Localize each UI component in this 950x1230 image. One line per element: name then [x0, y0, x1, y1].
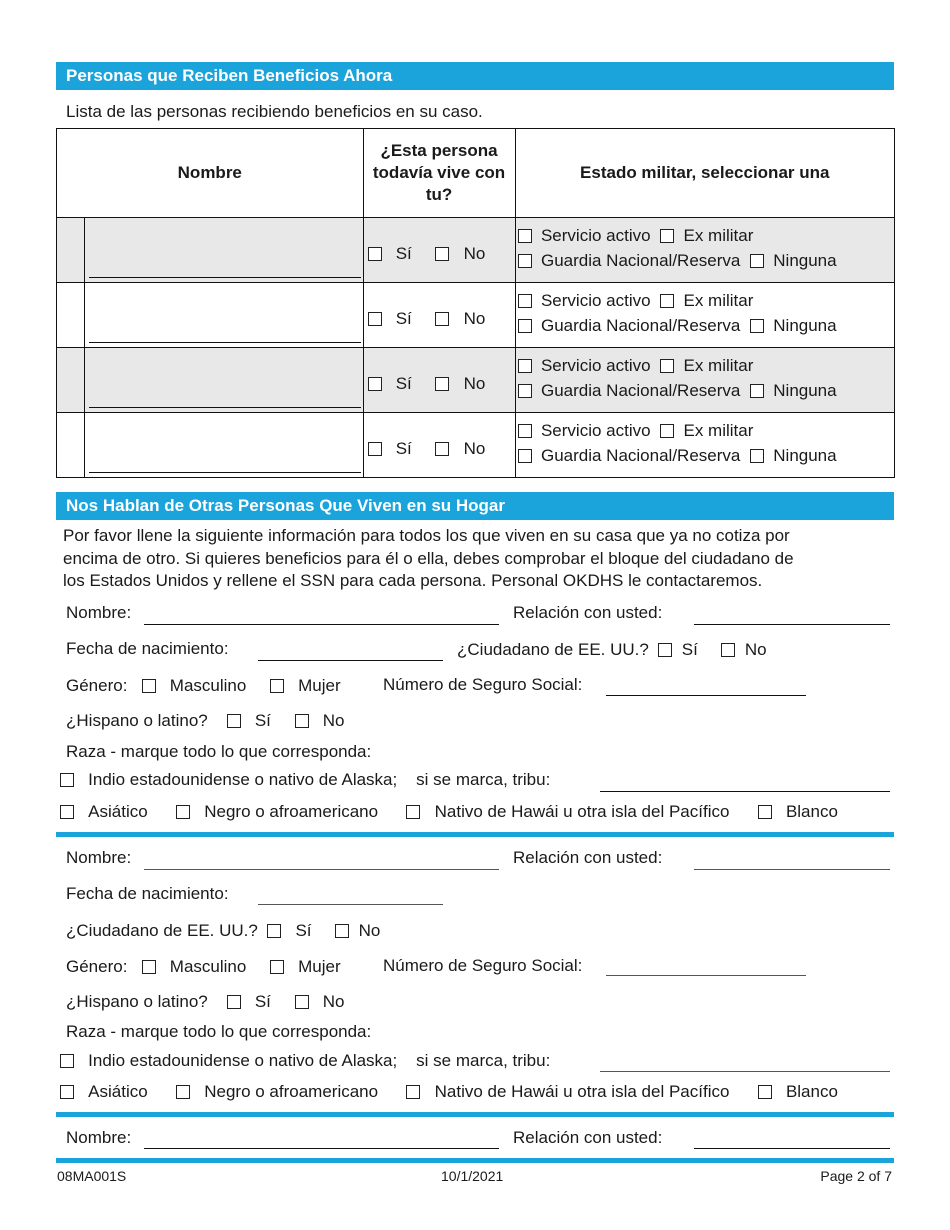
relation-input[interactable]	[694, 869, 890, 870]
lives-no-checkbox[interactable]	[435, 247, 449, 261]
citizen-no-checkbox[interactable]	[335, 924, 349, 938]
citizen-row: ¿Ciudadano de EE. UU.? Sí No	[66, 921, 381, 940]
name-input[interactable]	[144, 624, 499, 625]
military-option-label: Ninguna	[773, 250, 837, 270]
military-option-label: Servicio activo	[540, 421, 651, 440]
none-checkbox[interactable]	[750, 254, 764, 268]
hispanic-no-checkbox[interactable]	[295, 995, 309, 1009]
lives-no-checkbox[interactable]	[435, 312, 449, 326]
yes-label: Sí	[395, 244, 412, 263]
black-checkbox[interactable]	[176, 805, 190, 819]
military-option-label: Ex militar	[683, 421, 754, 440]
ssn-input[interactable]	[606, 975, 806, 976]
household-intro-line-3: los Estados Unidos y rellene el SSN para cada persona. Personal OKDHS le contactaremos.	[63, 571, 763, 590]
race-label: Raza - marque todo lo que corresponda:	[66, 742, 372, 761]
guard-reserve-checkbox[interactable]	[518, 319, 532, 333]
white-checkbox[interactable]	[758, 1085, 772, 1099]
military-option-label: Servicio activo	[540, 226, 651, 245]
name-label: Nombre:	[66, 848, 132, 867]
active-duty-checkbox[interactable]	[518, 229, 532, 243]
military-option-label: Ex militar	[683, 291, 754, 310]
section-intro: Lista de las personas recibiendo beneficios en su caso.	[66, 102, 483, 121]
hawaiian-checkbox[interactable]	[406, 1085, 420, 1099]
name-input[interactable]	[89, 407, 361, 408]
ssn-input[interactable]	[606, 695, 806, 696]
hispanic-row: ¿Hispano o latino? Sí No	[66, 711, 345, 730]
citizen-label: ¿Ciudadano de EE. UU.?	[66, 921, 258, 940]
gender-label: Género:	[66, 676, 128, 695]
lives-yes-checkbox[interactable]	[368, 312, 382, 326]
military-option-label: Ex militar	[683, 226, 754, 245]
none-checkbox[interactable]	[750, 384, 764, 398]
lives-no-checkbox[interactable]	[435, 377, 449, 391]
yes-label: Sí	[395, 439, 412, 458]
household-intro-line-1: Por favor llene la siguiente información para todos los que viven en su casa que ya no cotiza por	[63, 526, 790, 545]
dob-input[interactable]	[258, 904, 443, 905]
citizen-yes-checkbox[interactable]	[658, 643, 672, 657]
hispanic-label: ¿Hispano o latino?	[66, 711, 208, 730]
name-input[interactable]	[89, 342, 361, 343]
native-row: Indio estadounidense o nativo de Alaska; si se marca, tribu:	[60, 770, 550, 790]
section-header-household: Nos Hablan de Otras Personas Que Viven en su Hogar	[56, 492, 894, 520]
relation-input[interactable]	[694, 624, 890, 625]
table-row	[57, 218, 895, 283]
household-intro-line-2: encima de otro. Si quieres beneficios para él o ella, debes comprobar el bloque del ciudadano de	[63, 549, 794, 568]
lives-yes-checkbox[interactable]	[368, 377, 382, 391]
gender-row: Género: Masculino Mujer	[66, 676, 341, 695]
military-option-label: Ex militar	[683, 356, 754, 375]
dob-input[interactable]	[258, 660, 443, 661]
gender-label: Género:	[66, 957, 128, 976]
page-number: Page 2 of 7	[820, 1168, 892, 1184]
name-label: Nombre:	[66, 603, 132, 622]
guard-reserve-checkbox[interactable]	[518, 449, 532, 463]
citizen-no-checkbox[interactable]	[721, 643, 735, 657]
no-label: No	[463, 309, 486, 328]
female-checkbox[interactable]	[270, 679, 284, 693]
lives-yes-checkbox[interactable]	[368, 247, 382, 261]
hispanic-label: ¿Hispano o latino?	[66, 992, 208, 1011]
asian-checkbox[interactable]	[60, 1085, 74, 1099]
veteran-checkbox[interactable]	[660, 359, 674, 373]
ssn-label: Número de Seguro Social:	[383, 956, 583, 975]
male-checkbox[interactable]	[142, 679, 156, 693]
relation-input[interactable]	[694, 1148, 890, 1149]
citizen-row: ¿Ciudadano de EE. UU.? Sí No	[457, 640, 767, 659]
military-option-label: Guardia Nacional/Reserva	[540, 445, 741, 465]
lives-yes-checkbox[interactable]	[368, 442, 382, 456]
tribe-input[interactable]	[600, 791, 890, 792]
none-checkbox[interactable]	[750, 449, 764, 463]
military-option-label: Ninguna	[773, 445, 837, 465]
female-checkbox[interactable]	[270, 960, 284, 974]
veteran-checkbox[interactable]	[660, 229, 674, 243]
active-duty-checkbox[interactable]	[518, 424, 532, 438]
military-option-label: Guardia Nacional/Reserva	[540, 380, 741, 400]
footer-rule	[56, 1158, 894, 1163]
white-checkbox[interactable]	[758, 805, 772, 819]
form-date: 10/1/2021	[441, 1168, 504, 1184]
active-duty-checkbox[interactable]	[518, 359, 532, 373]
none-checkbox[interactable]	[750, 319, 764, 333]
column-header-name: Nombre	[57, 129, 364, 218]
section-header-beneficiaries: Personas que Reciben Beneficios Ahora	[56, 62, 894, 90]
asian-checkbox[interactable]	[60, 805, 74, 819]
military-option-label: Servicio activo	[540, 291, 651, 310]
no-label: No	[463, 439, 486, 458]
column-header-military: Estado militar, seleccionar una	[515, 129, 894, 218]
relation-label: Relación con usted:	[513, 848, 663, 867]
name-label: Nombre:	[66, 1128, 132, 1147]
military-option-label: Ninguna	[773, 380, 837, 400]
citizen-label: ¿Ciudadano de EE. UU.?	[457, 640, 649, 659]
name-input[interactable]	[89, 277, 361, 278]
ssn-label: Número de Seguro Social:	[383, 675, 583, 694]
table-row	[57, 413, 895, 478]
military-option-label: Ninguna	[773, 315, 837, 335]
race-options-row: Asiático Negro o afroamericano Nativo de Hawái u otra isla del Pacífico Blanco	[60, 1082, 838, 1102]
military-option-label: Guardia Nacional/Reserva	[540, 250, 741, 270]
veteran-checkbox[interactable]	[660, 294, 674, 308]
race-label: Raza - marque todo lo que corresponda:	[66, 1022, 372, 1041]
relation-label: Relación con usted:	[513, 1128, 663, 1147]
race-options-row: Asiático Negro o afroamericano Nativo de Hawái u otra isla del Pacífico Blanco	[60, 802, 838, 822]
military-option-label: Servicio activo	[540, 356, 651, 375]
yes-label: Sí	[395, 374, 412, 393]
native-checkbox[interactable]	[60, 773, 74, 787]
divider	[56, 832, 894, 837]
hispanic-yes-checkbox[interactable]	[227, 714, 241, 728]
dob-label: Fecha de nacimiento:	[66, 639, 229, 658]
tribe-input[interactable]	[600, 1071, 890, 1072]
name-input[interactable]	[144, 869, 499, 870]
citizen-yes-checkbox[interactable]	[267, 924, 281, 938]
yes-label: Sí	[395, 309, 412, 328]
military-option-label: Guardia Nacional/Reserva	[540, 315, 741, 335]
native-row: Indio estadounidense o nativo de Alaska; si se marca, tribu:	[60, 1051, 550, 1071]
name-input[interactable]	[144, 1148, 499, 1149]
hispanic-no-checkbox[interactable]	[295, 714, 309, 728]
guard-reserve-checkbox[interactable]	[518, 254, 532, 268]
male-checkbox[interactable]	[142, 960, 156, 974]
column-header-lives: ¿Esta persona todavía vive con tu?	[363, 129, 515, 218]
active-duty-checkbox[interactable]	[518, 294, 532, 308]
relation-label: Relación con usted:	[513, 603, 663, 622]
hispanic-yes-checkbox[interactable]	[227, 995, 241, 1009]
table-row	[57, 283, 895, 348]
native-checkbox[interactable]	[60, 1054, 74, 1068]
beneficiaries-table	[56, 128, 895, 478]
black-checkbox[interactable]	[176, 1085, 190, 1099]
lives-no-checkbox[interactable]	[435, 442, 449, 456]
hispanic-row: ¿Hispano o latino? Sí No	[66, 992, 345, 1011]
hawaiian-checkbox[interactable]	[406, 805, 420, 819]
table-row	[57, 348, 895, 413]
divider	[56, 1112, 894, 1117]
veteran-checkbox[interactable]	[660, 424, 674, 438]
no-label: No	[463, 374, 486, 393]
no-label: No	[463, 244, 486, 263]
dob-label: Fecha de nacimiento:	[66, 884, 229, 903]
name-input[interactable]	[89, 472, 361, 473]
gender-row: Género: Masculino Mujer	[66, 957, 341, 976]
form-id: 08MA001S	[57, 1168, 127, 1184]
guard-reserve-checkbox[interactable]	[518, 384, 532, 398]
